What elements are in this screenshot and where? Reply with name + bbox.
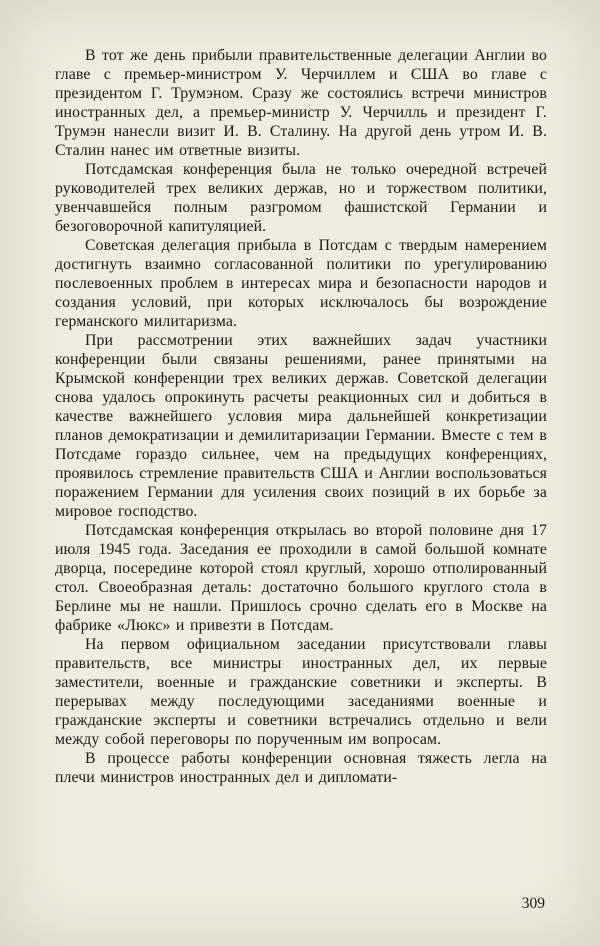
paragraph: При рассмотрении этих важнейших задач участники конференции были связаны решениями, ранее принятыми на Крымской конференции трех великих держав. Советской делегации снова удалось опрокинуть расчеты реакционных сил и добиться в качестве важнейшего условия мира дальнейшей конкретизации планов демократизации и демилитаризации Германии. Вместе с тем в Потсдаме гораздо сильнее, чем на предыдущих конференциях, проявилось стремление правительств США и Англии воспользоваться поражением Германии для усиления своих позиций в их борьбе за мировое господство. bbox=[55, 332, 547, 520]
paragraph: На первом официальном заседании присутствовали главы правительств, все министры иностранных дел, их первые заместители, военные и гражданские советники и эксперты. В перерывах между последующими заседаниями военные и гражданские эксперты и советники встречались отдельно и вели между собой переговоры по порученным им вопросам. bbox=[55, 636, 547, 748]
paragraph: В тот же день прибыли правительственные делегации Англии во главе с премьер-министром У. Черчиллем и США во главе с президентом Г. Трумэном. Сразу же состоялись встречи министров иностранных дел, а премьер-министр У. Черчилль и президент Г. Трумэн нанесли визит И. В. Сталину. На другой день утром И. В. Сталин нанес им ответные визиты. bbox=[55, 47, 547, 159]
page-text bbox=[55, 46, 547, 787]
paragraph: Потсдамская конференция открылась во второй половине дня 17 июля 1945 года. Заседания ее проходили в самой большой комнате дворца, посередине которой стоял круглый, хорошо отполированный стол. Своеобразная деталь: достаточно большого круглого стола в Берлине мы не нашли. Пришлось срочно сделать его в Москве на фабрике «Люкс» и привезти в Потсдам. bbox=[55, 522, 547, 634]
paragraph: Советская делегация прибыла в Потсдам с твердым намерением достигнуть взаимно согласованной политики по урегулированию послевоенных проблем в интересах мира и безопасности народов и создания условий, при которых исключалось бы возрождение германского милитаризма. bbox=[55, 237, 547, 330]
paragraph: В процессе работы конференции основная тяжесть легла на плечи министров иностранных дел и дипломати- bbox=[55, 750, 547, 786]
page-number: 309 bbox=[521, 895, 545, 912]
paragraph: Потсдамская конференция была не только очередной встречей руководителей трех великих держав, но и торжеством политики, увенчавшейся полным разгромом фашистской Германии и безоговорочной капитуляцией. bbox=[55, 161, 547, 235]
